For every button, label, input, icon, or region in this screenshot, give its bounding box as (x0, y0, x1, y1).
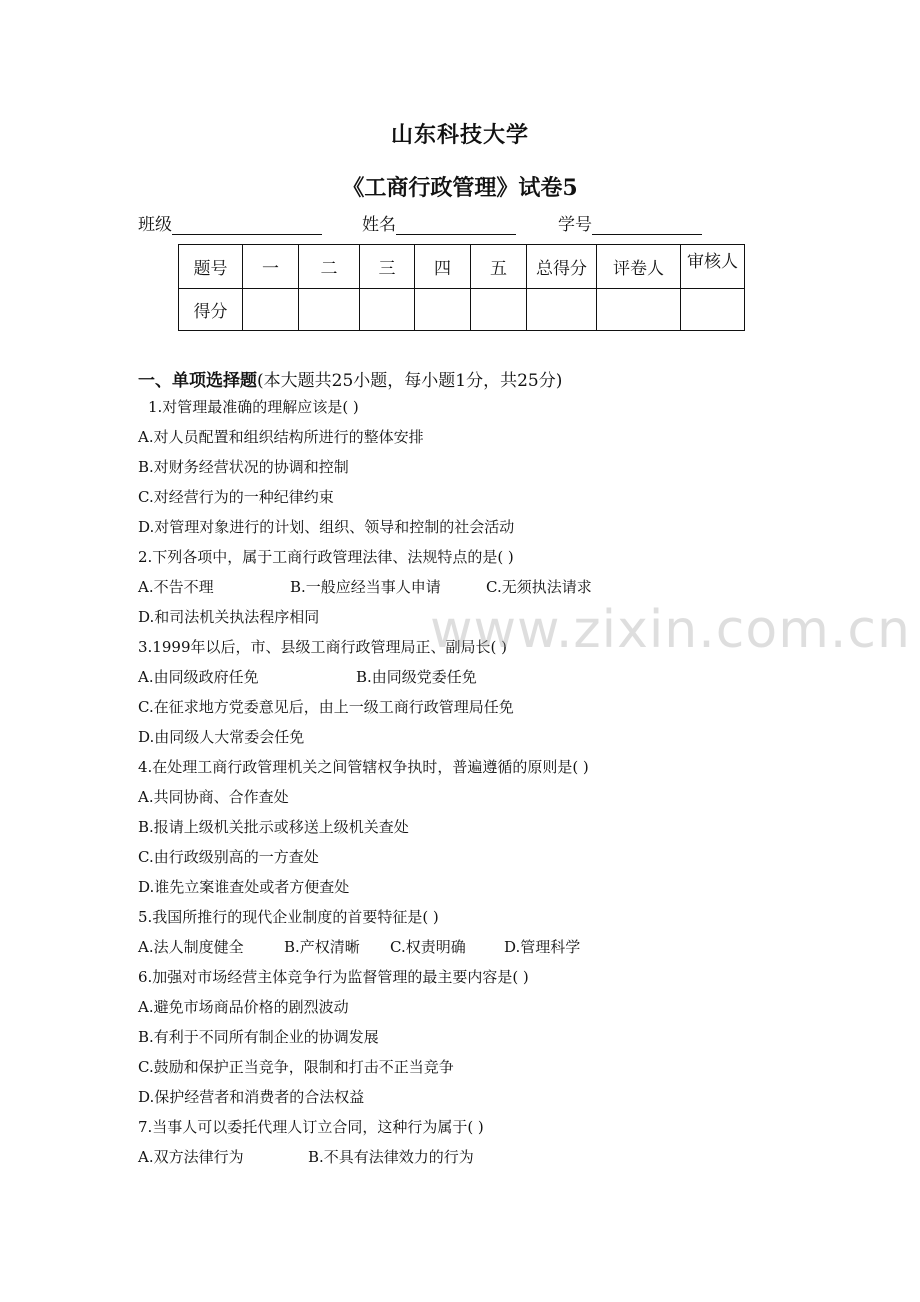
answer-option: D.对管理对象进行的计划、组织、领导和控制的社会活动 (138, 518, 515, 536)
answer-option-row (138, 576, 778, 598)
answer-option: B.报请上级机关批示或移送上级机关查处 (138, 818, 409, 836)
answer-option: C.权责明确 (390, 938, 466, 956)
answer-option-row (138, 666, 778, 688)
university-name: 山东科技大学 (390, 122, 529, 148)
question-stem: 3.1999年以后，市、县级工商行政管理局正、副局长( ) (138, 638, 507, 656)
answer-option: A.法人制度健全 (138, 938, 244, 956)
score-cell[interactable] (360, 289, 415, 331)
question-stem: 7.当事人可以委托代理人订立合同，这种行为属于( ) (138, 1118, 484, 1136)
section-title-bold: 一、单项选择题 (138, 371, 257, 391)
score-cell[interactable] (243, 289, 299, 331)
answer-option-row (138, 936, 778, 958)
answer-option: B.不具有法律效力的行为 (308, 1148, 474, 1166)
class-field[interactable] (138, 210, 322, 235)
answer-option: A.共同协商、合作查处 (138, 788, 289, 806)
score-table-header-row (179, 245, 745, 289)
question-stem: 1.对管理最准确的理解应该是( ) (148, 398, 359, 416)
answer-option: C.鼓励和保护正当竞争，限制和打击不正当竞争 (138, 1058, 454, 1076)
answer-option-row (138, 1146, 778, 1168)
watermark: www.zixin.com.cn (430, 600, 911, 660)
score-cell[interactable] (471, 289, 527, 331)
class-label: 班级 (138, 215, 172, 235)
answer-option: B.由同级党委任免 (356, 668, 477, 686)
score-header-cell: 题号 (179, 245, 243, 289)
answer-option: B.产权清晰 (284, 938, 360, 956)
student-id-blank[interactable] (592, 216, 702, 235)
score-header-cell: 三 (360, 245, 415, 289)
question-stem: 6.加强对市场经营主体竞争行为监督管理的最主要内容是( ) (138, 968, 529, 986)
section-title-detail: (本大题共25小题，每小题1分，共25分) (257, 371, 563, 391)
question-stem: 5.我国所推行的现代企业制度的首要特征是( ) (138, 908, 439, 926)
answer-option: A.由同级政府任免 (138, 668, 259, 686)
name-label: 姓名 (362, 215, 396, 235)
score-cell[interactable] (299, 289, 360, 331)
question-stem: 4.在处理工商行政管理机关之间管辖权争执时，普遍遵循的原则是( ) (138, 758, 589, 776)
answer-option: B.对财务经营状况的协调和控制 (138, 458, 349, 476)
answer-option: A.不告不理 (138, 578, 214, 596)
score-header-cell: 审核人 (681, 245, 745, 289)
name-field[interactable] (362, 210, 516, 235)
score-header-cell: 总得分 (527, 245, 597, 289)
answer-option: C.在征求地方党委意见后，由上一级工商行政管理局任免 (138, 698, 514, 716)
class-blank[interactable] (172, 216, 322, 235)
score-cell[interactable] (527, 289, 597, 331)
score-table (178, 244, 745, 331)
exam-title: 《工商行政管理》试卷5 (342, 175, 578, 201)
score-cell[interactable] (415, 289, 471, 331)
answer-option: D.保护经营者和消费者的合法权益 (138, 1088, 365, 1106)
student-id-field[interactable] (558, 210, 702, 235)
answer-option: B.有利于不同所有制企业的协调发展 (138, 1028, 379, 1046)
question-stem: 2.下列各项中，属于工商行政管理法律、法规特点的是( ) (138, 548, 514, 566)
answer-option: A.避免市场商品价格的剧烈波动 (138, 998, 349, 1016)
score-header-cell: 一 (243, 245, 299, 289)
answer-option: A.对人员配置和组织结构所进行的整体安排 (138, 428, 424, 446)
answer-option: B.一般应经当事人申请 (290, 578, 441, 596)
score-cell[interactable] (597, 289, 681, 331)
score-header-cell: 五 (471, 245, 527, 289)
score-header-cell: 四 (415, 245, 471, 289)
score-header-cell: 二 (299, 245, 360, 289)
score-row-label: 得分 (179, 289, 243, 331)
section-title (138, 366, 562, 391)
answer-option: C.对经营行为的一种纪律约束 (138, 488, 334, 506)
answer-option: D.谁先立案谁查处或者方便查处 (138, 878, 350, 896)
name-blank[interactable] (396, 216, 516, 235)
student-id-label: 学号 (558, 215, 592, 235)
answer-option: D.管理科学 (504, 938, 581, 956)
answer-option: D.由同级人大常委会任免 (138, 728, 305, 746)
answer-option: C.由行政级别高的一方查处 (138, 848, 319, 866)
answer-option: A.双方法律行为 (138, 1148, 244, 1166)
answer-option: D.和司法机关执法程序相同 (138, 608, 320, 626)
score-cell[interactable] (681, 289, 745, 331)
answer-option: C.无须执法请求 (486, 578, 592, 596)
score-table-score-row (179, 289, 745, 331)
score-header-cell: 评卷人 (597, 245, 681, 289)
